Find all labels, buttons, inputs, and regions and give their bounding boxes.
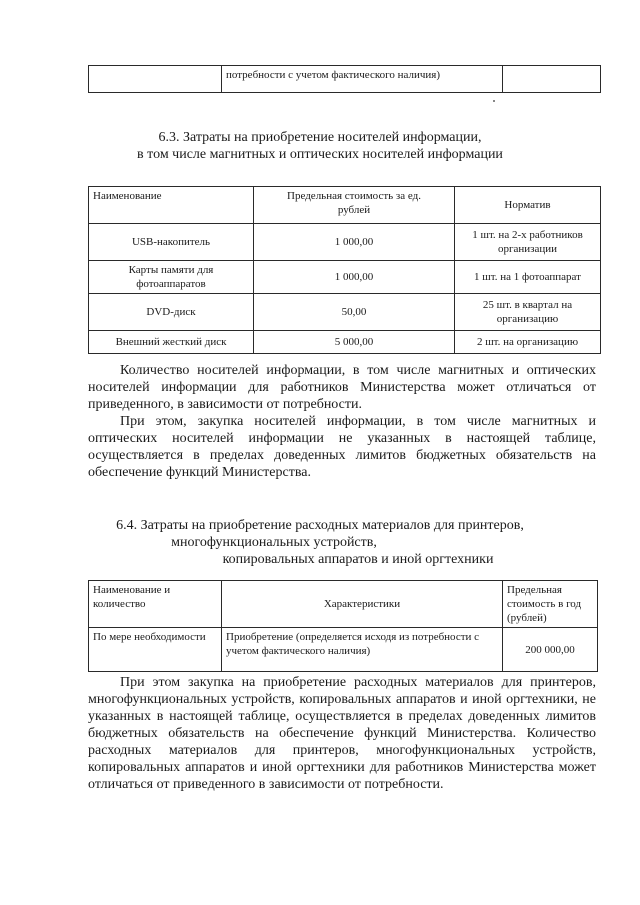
- section-6-4-title-line1: 6.4. Затраты на приобретение расходных материалов для принтеров,: [116, 518, 524, 533]
- table-row: [89, 261, 601, 294]
- row-price: 5 000,00: [254, 331, 455, 354]
- row-name: Карты памяти для фотоаппаратов: [89, 261, 254, 294]
- row-name: DVD-диск: [89, 294, 254, 331]
- header-price: [254, 187, 455, 224]
- row-norm: 1 шт. на 1 фотоаппарат: [455, 261, 601, 294]
- table-row: [89, 66, 601, 93]
- previous-table-fragment: [88, 65, 601, 93]
- header-annual-price: Предельная стоимость в год (рублей): [503, 581, 598, 628]
- consumables-table: [88, 580, 598, 672]
- row-norm: 1 шт. на 2-х работников организации: [455, 224, 601, 261]
- header-name: Наименование: [89, 187, 254, 224]
- paragraph-media-purchase: При этом, закупка носителей информации, в том числе магнитных и оптических носителей информации не указанных в настоящей таблице, осуществляется в пределах доведенных лимитов бюджетных обязательств на обеспечение функций Министерства.: [88, 414, 596, 480]
- header-name-quantity: Наименование и количество: [89, 581, 222, 628]
- row-price: 200 000,00: [503, 628, 598, 672]
- row-norm: 2 шт. на организацию: [455, 331, 601, 354]
- scan-speck: [493, 100, 495, 102]
- header-price-line1: Предельная стоимость за ед.: [287, 190, 421, 202]
- table-cell: потребности с учетом фактического наличия): [222, 66, 503, 93]
- header-price-line2: рублей: [337, 204, 371, 216]
- table-cell: [503, 66, 601, 93]
- paragraph-consumables: При этом закупка на приобретение расходных материалов для принтеров, многофункциональных устройств, копировальных аппаратов и иной оргтехники, не указанных в настоящей таблице, осуществляется в пределах доведенных лимитов бюджетных обязательств на обеспечение функций Министерства. Количество расходных материалов для принтеров, многофункциональных устройств, копировальных аппаратов и иной оргтехники для работников Министерства может отличаться от приведенного в зависимости от потребности.: [88, 675, 596, 792]
- section-6-4-title-line2: многофункциональных устройств,: [171, 535, 377, 550]
- header-norm: Норматив: [455, 187, 601, 224]
- section-6-3-title-line1: 6.3. Затраты на приобретение носителей информации,: [158, 130, 482, 145]
- section-6-4-title-line3: копировальных аппаратов и иной оргтехники: [222, 552, 494, 567]
- row-price: 1 000,00: [254, 224, 455, 261]
- table-row: [89, 628, 598, 672]
- table-row: [89, 294, 601, 331]
- row-norm: 25 шт. в квартал на организацию: [455, 294, 601, 331]
- row-price: 50,00: [254, 294, 455, 331]
- media-costs-table: [88, 186, 601, 354]
- row-name: Внешний жесткий диск: [89, 331, 254, 354]
- paragraph-media-quantity: Количество носителей информации, в том числе магнитных и оптических носителей информации для работников Министерства может отличаться от приведенного, в зависимости от потребности.: [88, 363, 596, 412]
- table-row: [89, 224, 601, 261]
- table-header-row: [89, 581, 598, 628]
- row-price: 1 000,00: [254, 261, 455, 294]
- table-header-row: [89, 187, 601, 224]
- row-characteristics: Приобретение (определяется исходя из потребности с учетом фактического наличия): [222, 628, 503, 672]
- row-name: По мере необходимости: [89, 628, 222, 672]
- row-name: USB-накопитель: [89, 224, 254, 261]
- table-cell: [89, 66, 222, 93]
- header-characteristics: Характеристики: [222, 581, 503, 628]
- section-6-3-title-line2: в том числе магнитных и оптических носителей информации: [137, 147, 503, 162]
- table-row: [89, 331, 601, 354]
